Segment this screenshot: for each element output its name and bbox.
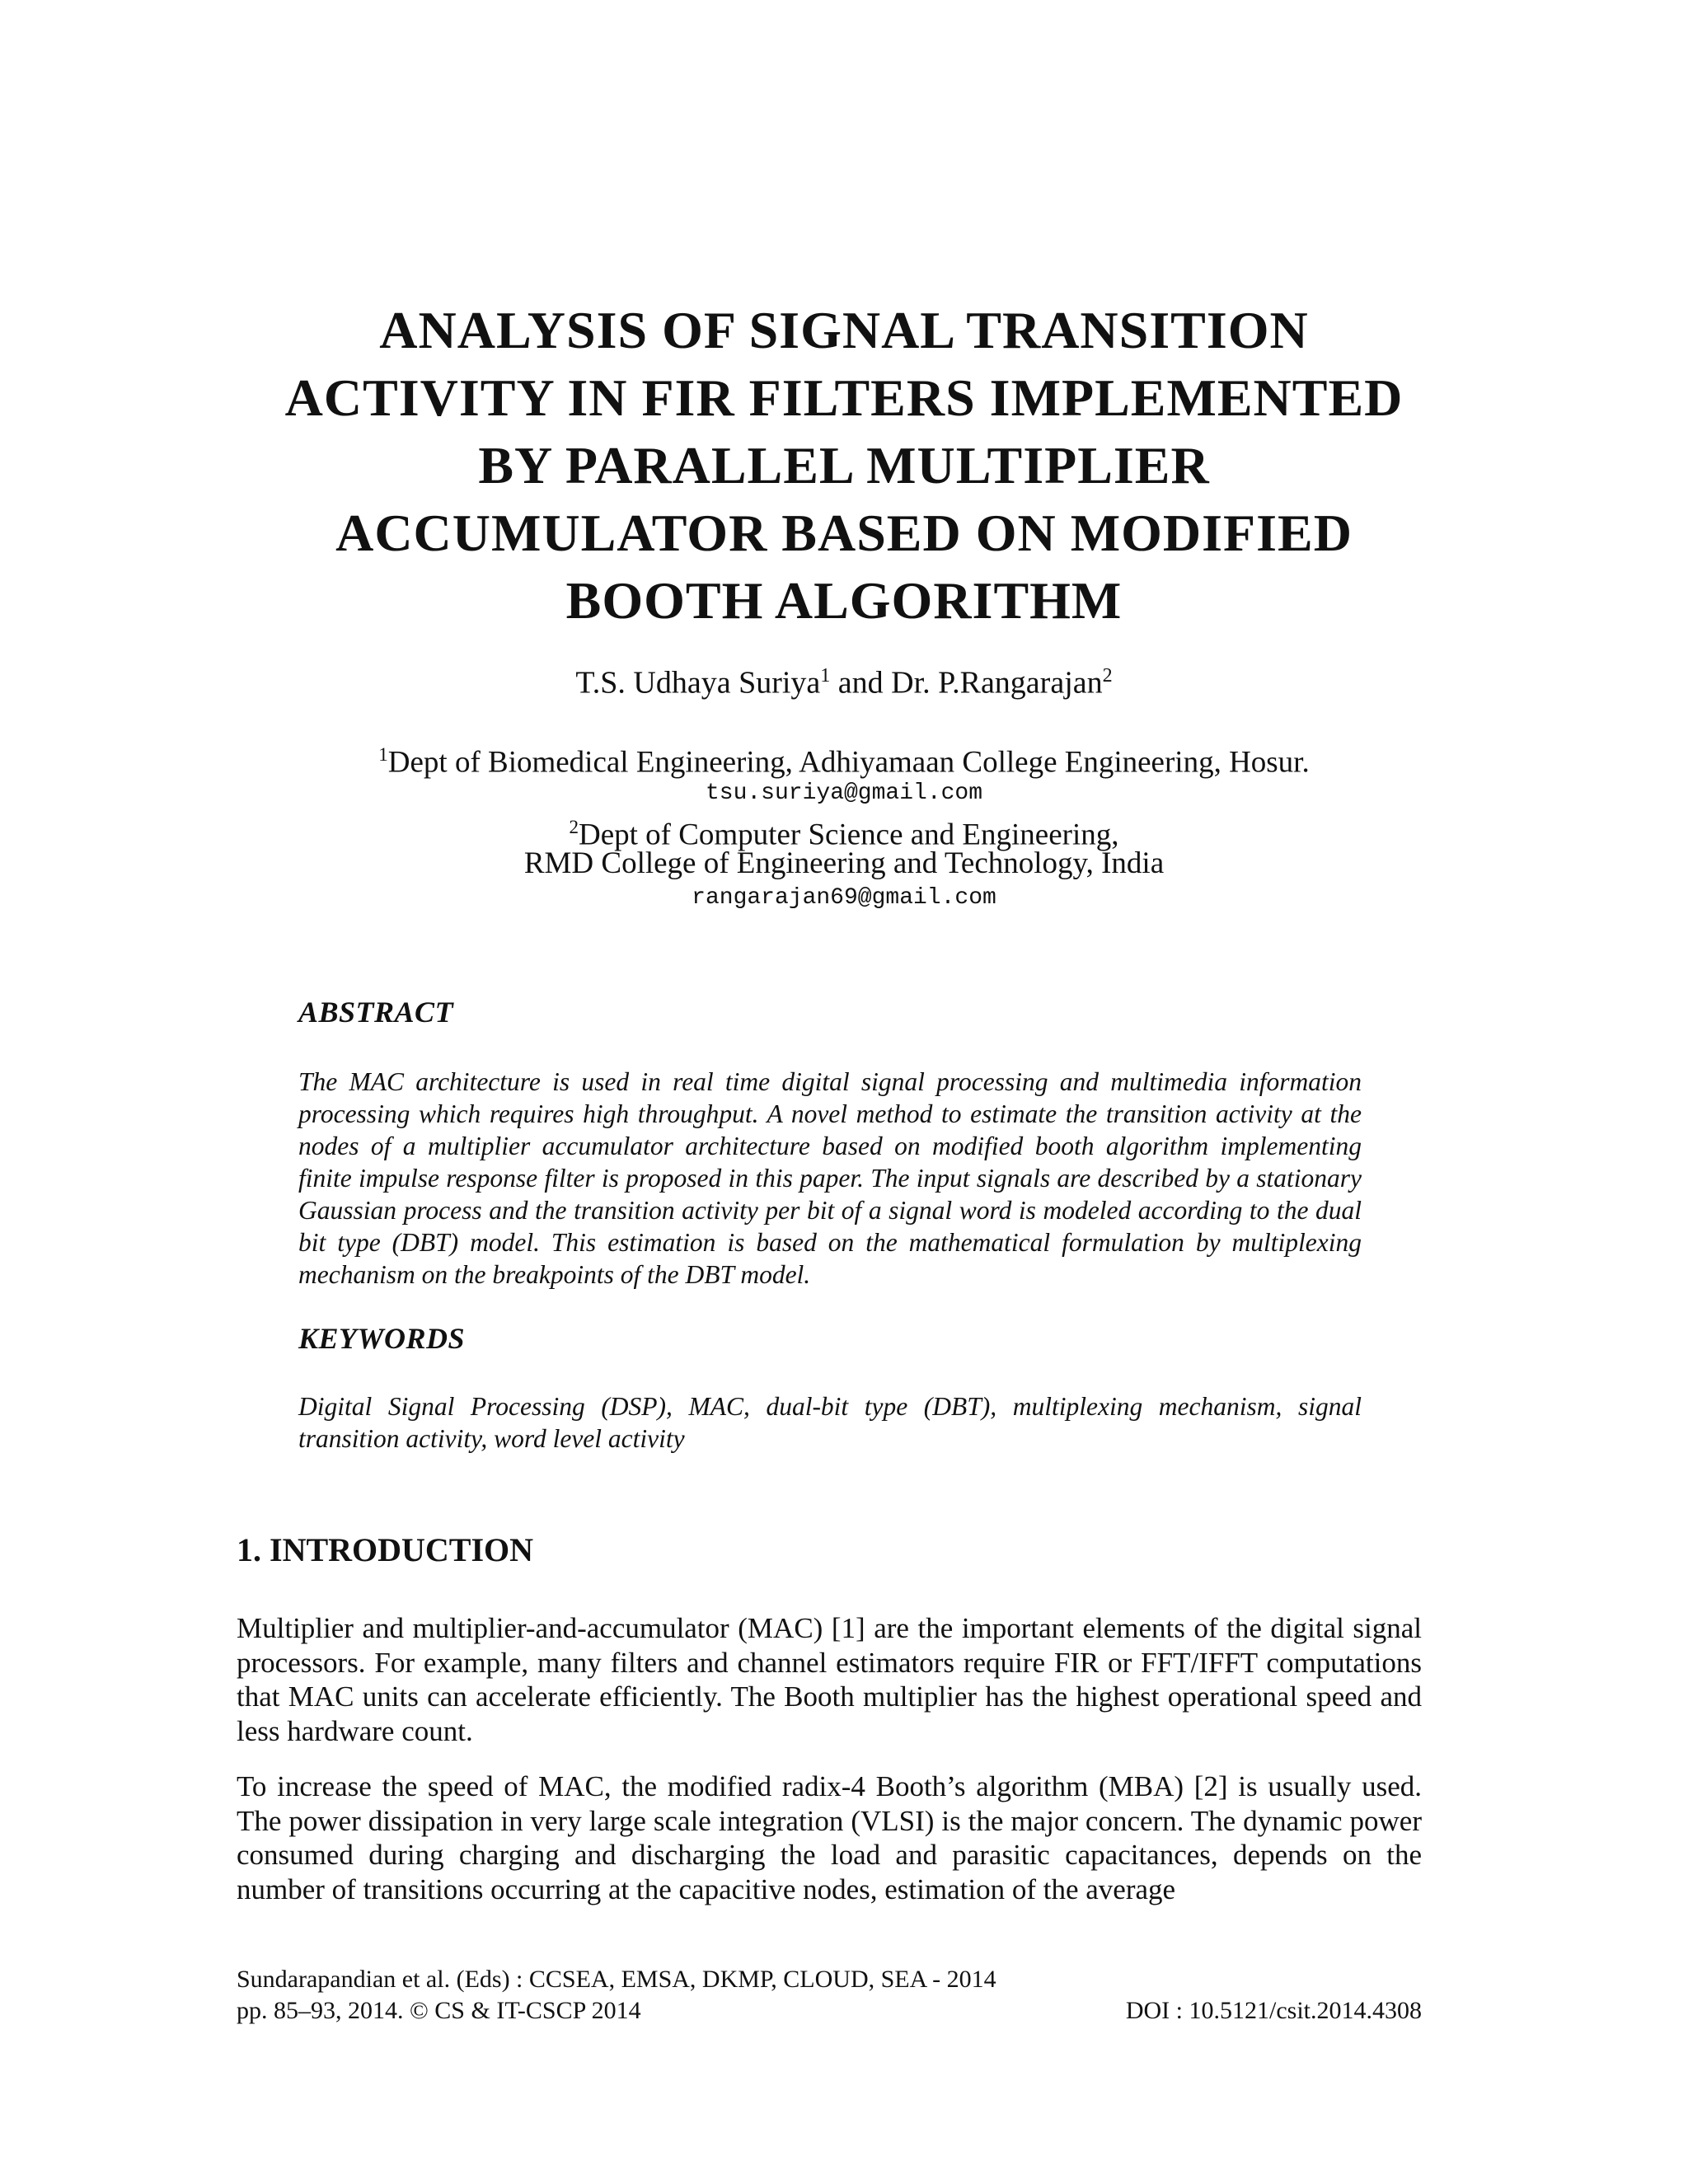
affiliation-mark: 2 [569,817,579,837]
title-line: ACTIVITY IN FIR FILTERS IMPLEMENTED [284,368,1404,427]
abstract-heading: ABSTRACT [298,996,454,1029]
page-footer [237,1964,1422,2027]
footer-doi: DOI : 10.5121/csit.2014.4308 [1125,1997,1422,2024]
footer-pages: pp. 85–93, 2014. © CS & IT-CSCP 2014 [237,1997,641,2024]
affiliation-text: Dept of Computer Science and Engineering, [578,818,1119,852]
email-2[interactable]: rangarajan69@gmail.com [692,885,996,911]
affiliation-mark: 1 [378,744,388,765]
affiliation-mark: 2 [1102,665,1113,687]
keywords-text: Digital Signal Processing (DSP), MAC, dual-bit type (DBT), multiplexing mechanism, signal transition activity, word level activity [298,1392,1362,1453]
affiliation-2-line2: RMD College of Engineering and Technology, India [523,846,1165,880]
title-line: BY PARALLEL MULTIPLIER [478,436,1210,494]
author-connector: and [830,665,892,701]
author-name: Dr. P.Rangarajan [891,665,1103,701]
introduction-paragraph: To increase the speed of MAC, the modified radix-4 Booth’s algorithm (MBA) [2] is usually used. The power dissipation in very large scale integration (VLSI) is the major concern. The dynamic power consumed during charging and discharging the load and parasitic capacitances, depends on the number of transitions occurring at the capacitive nodes, estimation of the average [237,1770,1422,1905]
affiliation-text: Dept of Biomedical Engineering, Adhiyamaan College Engineering, Hosur. [387,745,1310,780]
footer-citation: Sundarapandian et al. (Eds) : CCSEA, EMSA, DKMP, CLOUD, SEA - 2014 [237,1966,996,1993]
affiliation-1 [165,736,1523,781]
keywords-heading: KEYWORDS [298,1322,466,1355]
title-line: ANALYSIS OF SIGNAL TRANSITION [379,301,1309,359]
title-line: BOOTH ALGORITHM [565,571,1123,630]
introduction-paragraph: Multiplier and multiplier-and-accumulator (MAC) [1] are the important elements of the digital signal processors. For example, many filters and channel estimators require FIR or FFT/IFFT computations that MAC units can accelerate efficiently. The Booth multiplier has the highest operational speed and less hardware count. [237,1612,1422,1747]
introduction-heading: 1. INTRODUCTION [237,1531,534,1568]
author-line [165,655,1523,704]
paper-title [165,297,1523,635]
affiliation-mark: 1 [820,665,831,687]
title-line: ACCUMULATOR BASED ON MODIFIED [335,504,1353,562]
email-1[interactable]: tsu.suriya@gmail.com [705,780,983,806]
abstract-text: The MAC architecture is used in real time digital signal processing and multimedia information processing which requires high throughput. A novel method to estimate the transition activity at the nodes of a multiplier accumulator architecture based on modified booth algorithm implementing finite impulse response filter is proposed in this paper. The input signals are described by a stationary Gaussian process and the transition activity per bit of a signal word is modeled according to the dual bit type (DBT) model. This estimation is based on the mathematical formulation by multiplexing mechanism on the breakpoints of the DBT model. [298,1067,1362,1289]
footer-row [237,1995,1422,2027]
author-name: T.S. Udhaya Suriya [575,665,821,701]
